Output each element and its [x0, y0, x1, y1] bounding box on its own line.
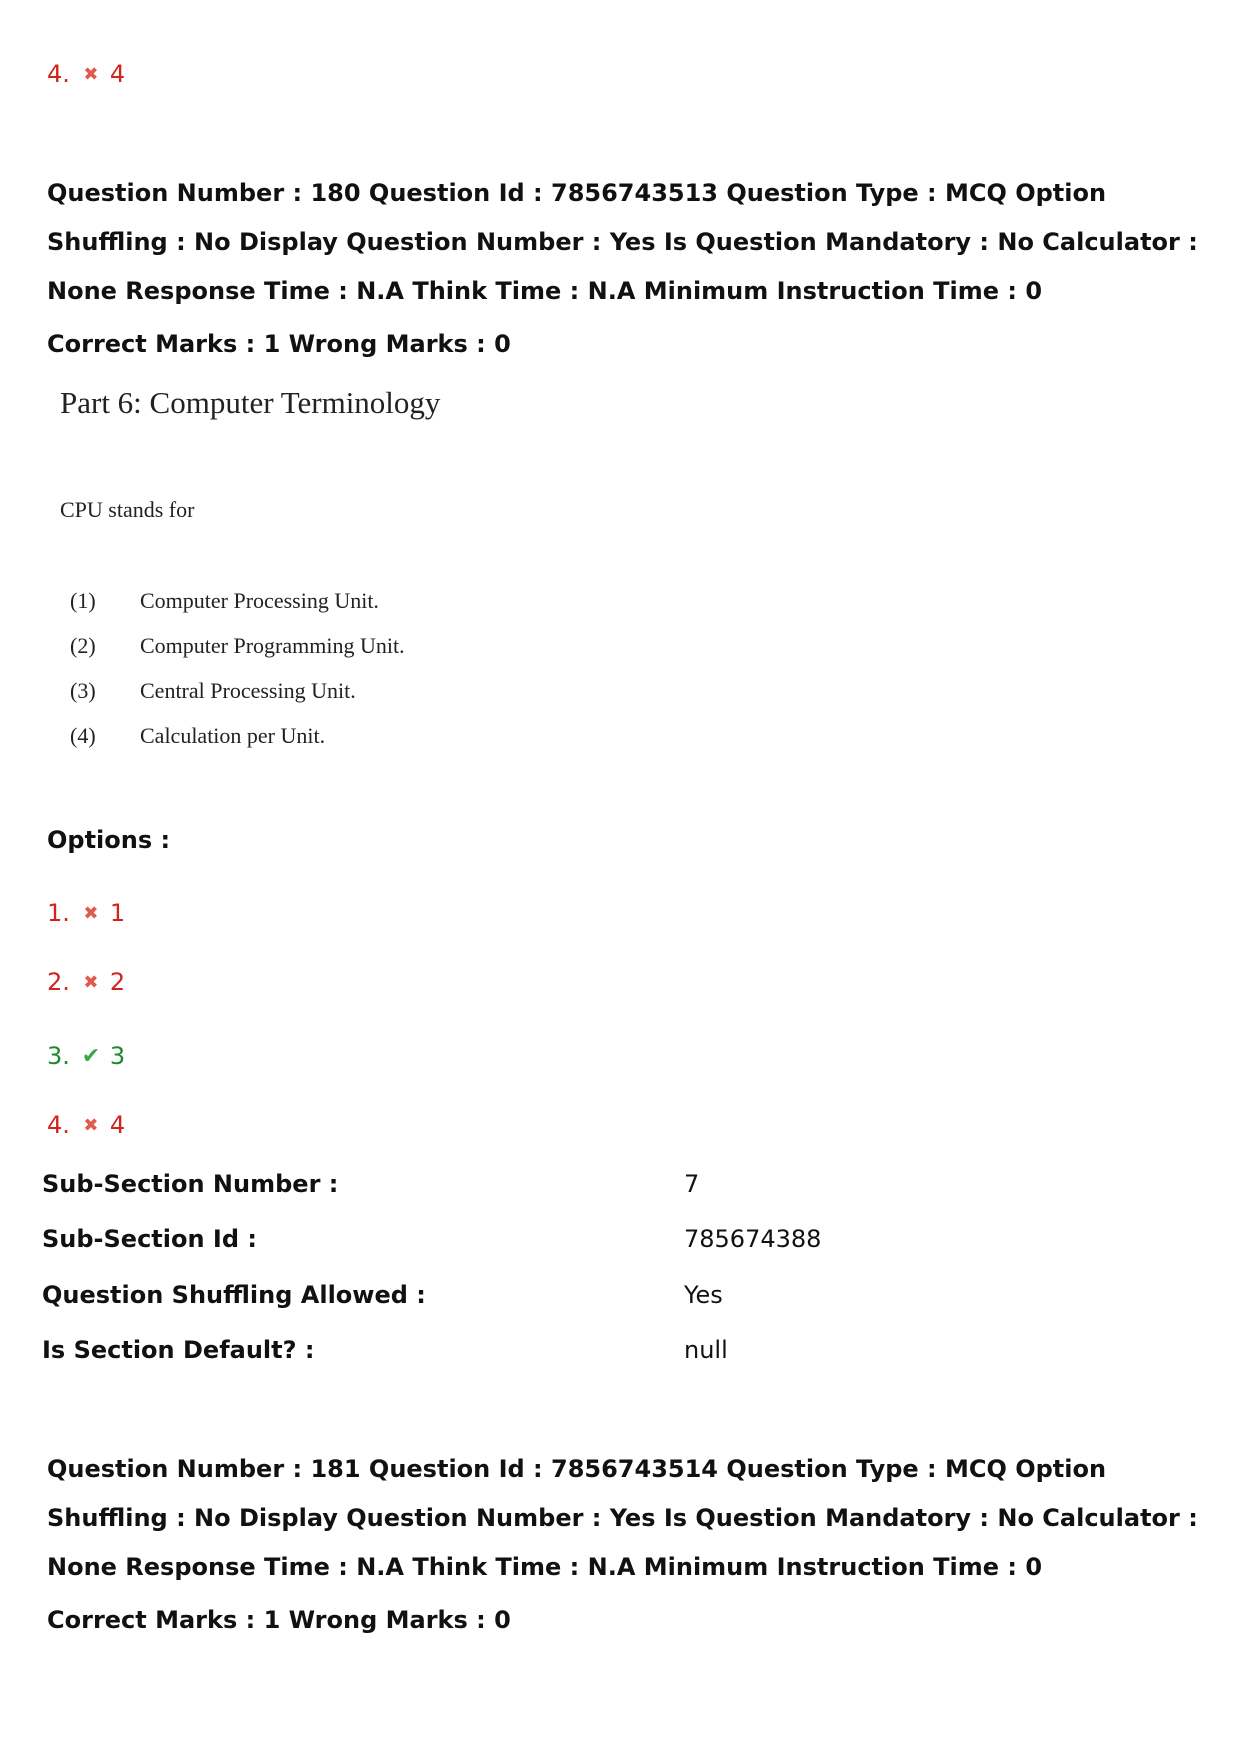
option-number: 4. — [47, 60, 70, 88]
part-title: Part 6: Computer Terminology — [60, 385, 441, 420]
option-number: 3. — [47, 1042, 70, 1070]
choice-1 — [70, 588, 379, 614]
question-shuffling-value: Yes — [684, 1281, 723, 1309]
choice-3 — [70, 678, 356, 704]
choice-4 — [70, 723, 325, 749]
section-default-label: Is Section Default? : — [42, 1336, 315, 1364]
option-label: 4 — [109, 1111, 126, 1139]
option-2 — [47, 968, 125, 996]
options-label: Options : — [47, 826, 171, 854]
option-3 — [47, 1042, 125, 1070]
cross-icon: ✖ — [83, 902, 99, 924]
option-label: 2 — [109, 968, 126, 996]
section-default-value: null — [684, 1336, 728, 1364]
option-4 — [47, 1111, 125, 1139]
option-label: 1 — [109, 899, 126, 927]
cross-icon: ✖ — [83, 63, 99, 85]
choice-text: Central Processing Unit. — [140, 678, 356, 703]
question-180-marks: Correct Marks : 1 Wrong Marks : 0 — [47, 330, 511, 358]
choice-number: (3) — [70, 678, 96, 703]
option-label: 3 — [109, 1042, 126, 1070]
choice-text: Computer Programming Unit. — [140, 633, 405, 658]
question-stem: CPU stands for — [60, 497, 195, 522]
question-181-marks: Correct Marks : 1 Wrong Marks : 0 — [47, 1606, 511, 1634]
subsection-number-value: 7 — [684, 1170, 700, 1198]
option-1 — [47, 899, 125, 927]
choice-number: (4) — [70, 723, 96, 748]
question-shuffling-label: Question Shuffling Allowed : — [42, 1281, 426, 1309]
option-number: 4. — [47, 1111, 70, 1139]
question-181-meta: Question Number : 181 Question Id : 7856743514 Question Type : MCQ Option Shuffling : No Display Question Number : Yes Is Question Mandatory : No Calculator : None Response Time : N.A Think Time : N.A Minimum Instruction Time : 0 — [47, 1455, 1198, 1581]
choice-number: (1) — [70, 588, 96, 613]
choice-text: Computer Processing Unit. — [140, 588, 379, 613]
option-label: 4 — [109, 60, 126, 88]
subsection-id-label: Sub-Section Id : — [42, 1225, 257, 1253]
cross-icon: ✖ — [83, 1114, 99, 1136]
option-number: 2. — [47, 968, 70, 996]
option-4-prev — [47, 60, 125, 88]
question-image — [48, 385, 568, 775]
choice-2 — [70, 633, 405, 659]
question-180-meta: Question Number : 180 Question Id : 7856743513 Question Type : MCQ Option Shuffling : No Display Question Number : Yes Is Question Mandatory : No Calculator : None Response Time : N.A Think Time : N.A Minimum Instruction Time : 0 — [47, 179, 1198, 305]
check-icon: ✔ — [81, 1043, 101, 1069]
choice-number: (2) — [70, 633, 96, 658]
choice-text: Calculation per Unit. — [140, 723, 326, 748]
subsection-id-value: 785674388 — [684, 1225, 822, 1253]
subsection-number-label: Sub-Section Number : — [42, 1170, 339, 1198]
option-number: 1. — [47, 899, 70, 927]
cross-icon: ✖ — [83, 971, 99, 993]
